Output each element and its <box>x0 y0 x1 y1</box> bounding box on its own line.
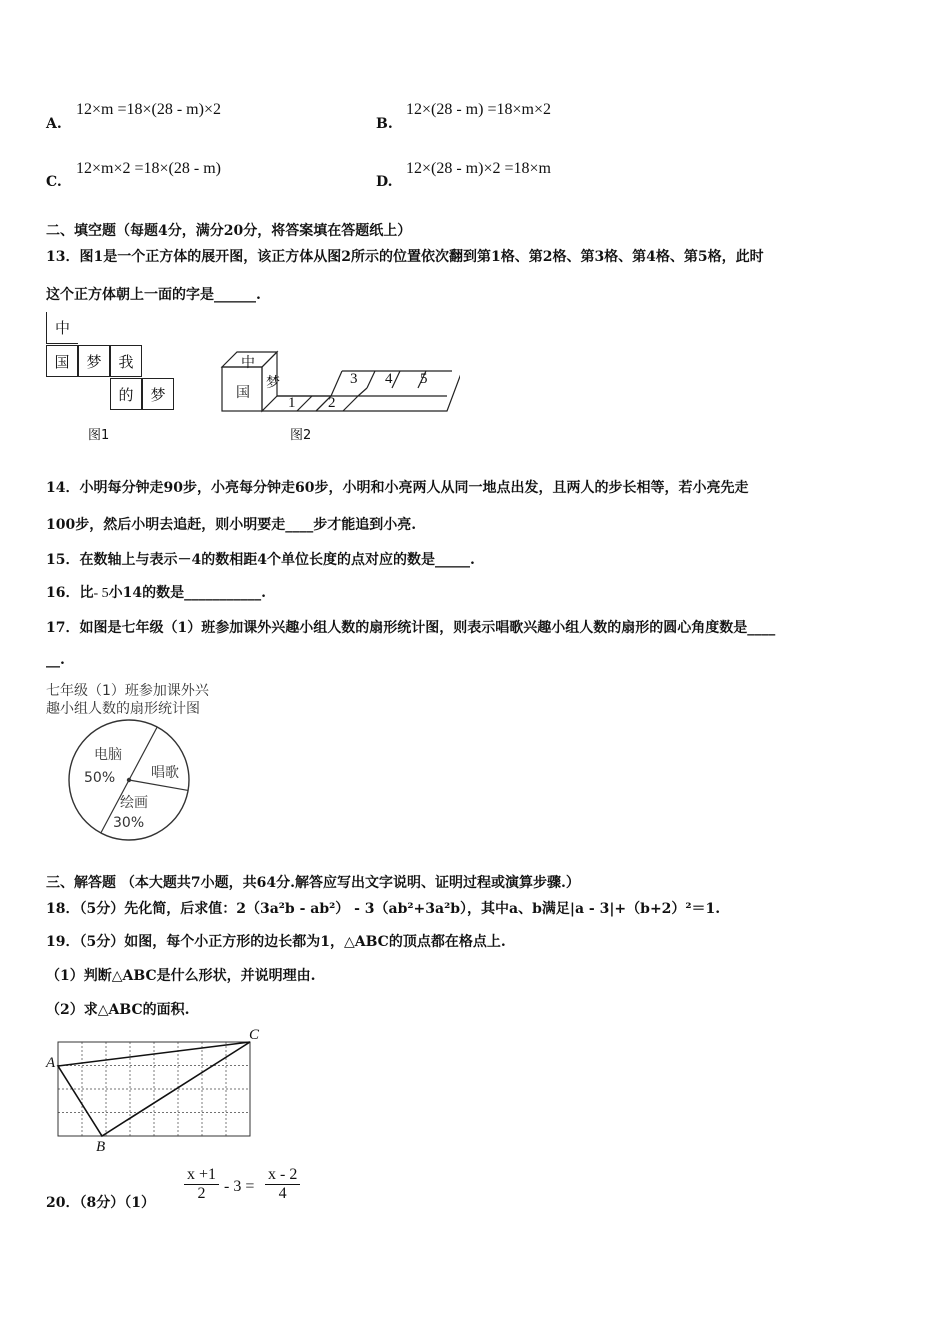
option-c-formula: 12×m×2 =18×(28 - m) <box>76 160 221 177</box>
pie-center <box>127 778 131 782</box>
fraction-left-numerator: x +1 <box>184 1166 219 1185</box>
label-a: A <box>46 1055 56 1071</box>
net-cell: 梦 <box>142 378 174 410</box>
pie-title-line2: 趣小组人数的扇形统计图 <box>46 701 200 717</box>
net-cell: 我 <box>110 345 142 377</box>
net-cell: 的 <box>110 378 142 410</box>
question-20-prefix: 20．（8分）（1） <box>46 1195 155 1211</box>
question-16-suffix: 小14的数是___________. <box>108 585 267 601</box>
option-b-formula: 12×(28 - m) =18×m×2 <box>406 101 551 118</box>
pie-label-computer-percent: 50% <box>84 770 116 786</box>
label-c: C <box>249 1027 260 1043</box>
question-17-line2: __. <box>46 652 65 668</box>
pie-label-computer: 电脑 <box>94 747 122 763</box>
net-cell: 国 <box>46 345 78 377</box>
track-number-2: 2 <box>328 395 336 411</box>
section3-heading: 三、解答题 （本大题共7小题，共64分.解答应写出文字说明、证明过程或演算步骤.） <box>46 875 580 891</box>
section2-heading: 二、填空题（每题4分，满分20分，将答案填在答题纸上） <box>46 223 412 239</box>
question-16-prefix: 16．比 <box>46 585 94 601</box>
figure-2-caption: 图2 <box>290 428 312 443</box>
fraction-left-denominator: 2 <box>197 1185 206 1202</box>
question-13-line1: 13．图1是一个正方体的展开图，该正方体从图2所示的位置依次翻到第1格、第2格、第3格、第4格、第5格，此时 <box>46 249 764 265</box>
question-19-part1: （1）判断△ABC是什么形状，并说明理由. <box>46 968 316 984</box>
option-b-letter: B. <box>376 116 393 132</box>
question-17-line1: 17．如图是七年级（1）班参加课外兴趣小组人数的扇形统计图，则表示唱歌兴趣小组人数的扇形的圆心角度数是____ <box>46 620 776 636</box>
net-cell: 梦 <box>78 345 110 377</box>
question-16-number: - 5 <box>93 586 109 601</box>
fraction-right-numerator: x - 2 <box>265 1166 300 1185</box>
grid-triangle-figure <box>56 1040 256 1140</box>
cube-side-face: 梦 <box>266 375 280 391</box>
question-13-line2: 这个正方体朝上一面的字是______. <box>46 287 261 303</box>
track-number-5: 5 <box>420 371 428 387</box>
cube-top-face: 中 <box>241 355 255 371</box>
cube-front-face: 国 <box>236 385 250 401</box>
pie-title-line1: 七年级（1）班参加课外兴 <box>46 683 209 699</box>
question-18: 18．（5分）先化简，后求值：2（3a²b - ab²） - 3（ab²+3a²b），其中a、b满足|a - 3|+（b+2）²＝1. <box>46 901 721 917</box>
equation-middle: - 3 = <box>224 1178 255 1195</box>
net-cell: 中 <box>46 312 78 344</box>
track-number-3: 3 <box>350 371 358 387</box>
track-number-4: 4 <box>385 371 393 387</box>
track-number-1: 1 <box>288 395 296 411</box>
option-c-letter: C. <box>46 174 62 190</box>
pie-label-drawing: 绘画 <box>120 795 148 811</box>
fraction-right <box>265 1166 300 1203</box>
option-a-letter: A. <box>46 116 62 132</box>
option-a-formula: 12×m =18×(28 - m)×2 <box>76 101 221 118</box>
figure-1-caption: 图1 <box>88 428 110 443</box>
question-19-part2: （2）求△ABC的面积. <box>46 1002 190 1018</box>
pie-label-singing: 唱歌 <box>151 765 179 781</box>
label-b: B <box>96 1139 106 1155</box>
pie-chart-title <box>46 682 209 718</box>
question-15: 15．在数轴上与表示－4的数相距4个单位长度的点对应的数是_____. <box>46 552 475 568</box>
option-d-letter: D. <box>376 174 393 190</box>
fraction-right-denominator: 4 <box>278 1185 287 1202</box>
question-14-line1: 14．小明每分钟走90步，小亮每分钟走60步，小明和小亮两人从同一地点出发，且两人的步长相等，若小亮先走 <box>46 480 749 496</box>
question-14-line2: 100步，然后小明去追赶，则小明要走____步才能追到小亮. <box>46 517 417 533</box>
question-16 <box>46 582 266 602</box>
option-d-formula: 12×(28 - m)×2 =18×m <box>406 160 551 177</box>
fraction-left <box>184 1166 219 1203</box>
question-19: 19．（5分）如图，每个小正方形的边长都为1，△ABC的顶点都在格点上. <box>46 934 506 950</box>
pie-label-drawing-percent: 30% <box>113 815 145 831</box>
